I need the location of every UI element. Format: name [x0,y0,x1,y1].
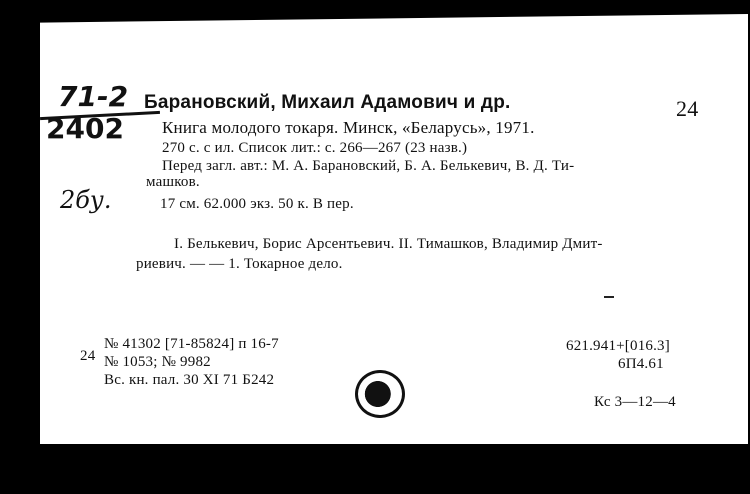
pages-line: 270 с. с ил. Список лит.: с. 266—267 (23 назв.) [162,140,468,156]
card-number: 24 [676,96,699,121]
scan-border [0,444,750,494]
record-line-2: № 1053; № 9982 [104,354,211,370]
handwritten-call-number-top: 71-2 [58,80,129,113]
udc-line-2: 6П4.61 [618,356,664,372]
udc-line-1: 621.941+[016.3] [566,338,670,354]
title-line: Книга молодого токаря. Минск, «Беларусь», 1971. [162,118,535,137]
authors-line-2: машков. [146,174,200,190]
author-heading: Барановский, Михаил Адамович и др. [144,92,511,113]
handwritten-call-number-bottom: 2402 [46,112,124,145]
handwritten-side-note: 2бу. [60,186,112,214]
catalog-code: Кс 3—12—4 [594,394,676,410]
library-stamp [355,370,405,418]
subjects-line-2: риевич. — — 1. Токарное дело. [136,256,343,272]
subjects-line-1: I. Белькевич, Борис Арсентьевич. II. Тимашков, Владимир Дмит- [174,236,603,252]
record-prefix: 24 [80,348,96,364]
separator-mark [604,296,614,298]
record-line-1: № 41302 [71-85824] п 16-7 [104,336,279,352]
record-line-3: Вс. кн. пал. 30 XI 71 Б242 [104,372,275,388]
price-line: 17 см. 62.000 экз. 50 к. В пер. [160,196,354,212]
authors-line-1: Перед загл. авт.: М. А. Барановский, Б. А. Белькевич, В. Д. Ти- [162,158,575,174]
